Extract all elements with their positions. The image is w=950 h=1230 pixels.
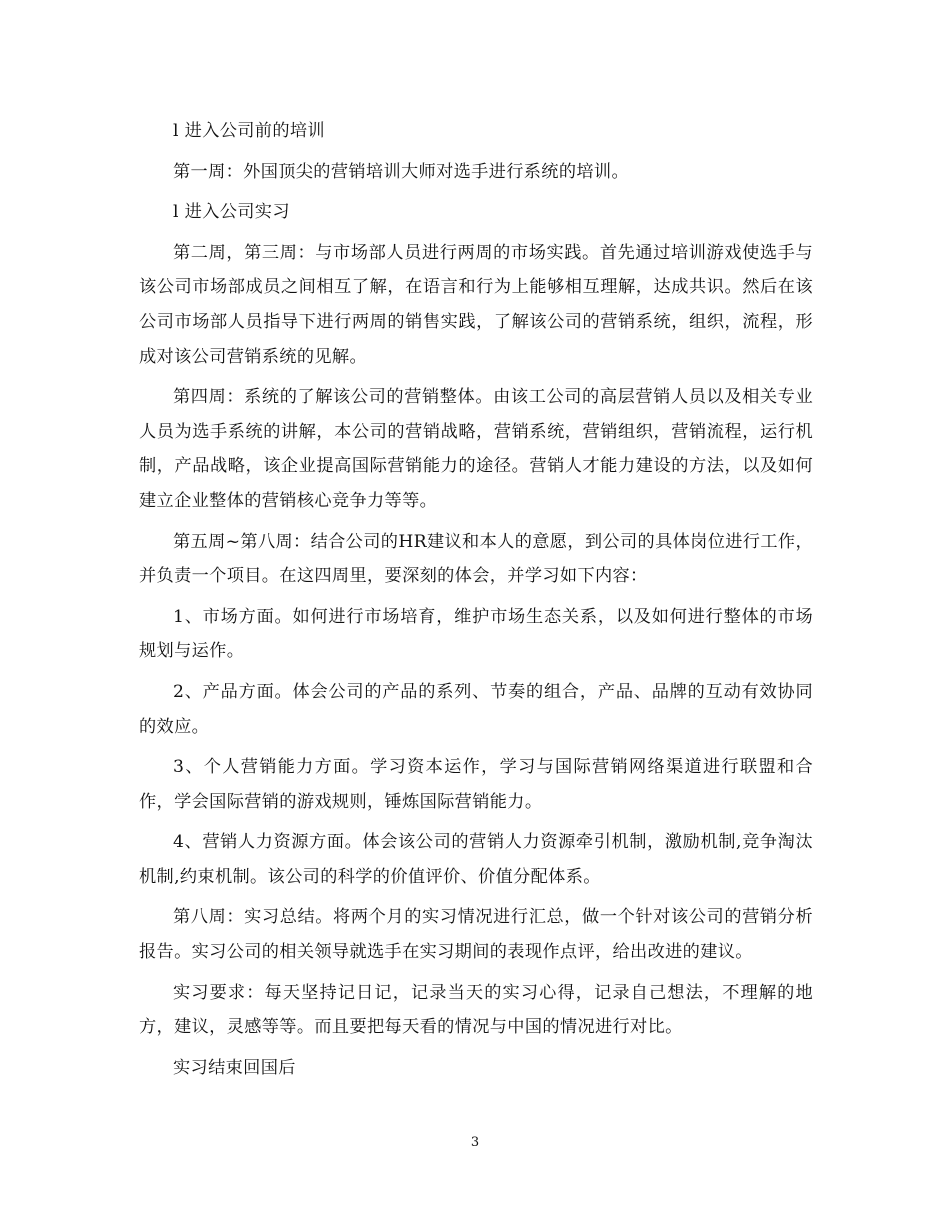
paragraph-heading-internship: l 进入公司实习: [173, 202, 290, 223]
paragraph-item-hr: 4、营销人力资源方面。体会该公司的营销人力资源牵引机制，激励机制,竞争淘汰机制,约束机制。该公司的科学的价值评价、价值分配体系。: [139, 832, 813, 887]
paragraph-item-personal-ability: 3、个人营销能力方面。学习资本运作，学习与国际营销网络渠道进行联盟和合作，学会国际营销的游戏规则，锤炼国际营销能力。: [139, 757, 813, 812]
paragraph-item-product: 2、产品方面。体会公司的产品的系列、节奏的组合，产品、品牌的互动有效协同的效应。: [139, 681, 813, 737]
paragraph-week-4: 第四周：系统的了解该公司的营销整体。由该工公司的高层营销人员以及相关专业人员为选手系统的讲解，本公司的营销战略，营销系统，营销组织，营销流程，运行机制，产品战略，该企业提高国际营销能力的途径。营销人才能力建设的方法，以及如何建立企业整体的营销核心竞争力等等。: [139, 387, 813, 511]
paragraph-heading-pre-training: l 进入公司前的培训: [173, 121, 325, 141]
paragraph-after-return: 实习结束回国后: [173, 1057, 296, 1078]
paragraph-week-8-summary: 第八周：实习总结。将两个月的实习情况进行汇总，做一个针对该公司的营销分析报告。实习公司的相关领导就选手在实习期间的表现作点评，给出改进的建议。: [139, 907, 813, 963]
paragraph-week-1: 第一周：外国顶尖的营销培训大师对选手进行系统的培训。: [173, 161, 629, 182]
paragraph-week-2-3: 第二周，第三周：与市场部人员进行两周的市场实践。首先通过培训游戏使选手与该公司市场部成员之间相互了解，在语言和行为上能够相互理解，达成共识。然后在该公司市场部人员指导下进行两周的销售实践，了解该公司的营销系统，组织，流程，形成对该公司营销系统的见解。: [139, 242, 813, 367]
paragraph-week-5-8: 第五周~第八周：结合公司的HR建议和本人的意愿，到公司的具体岗位进行工作，并负责一个项目。在这四周里，要深刻的体会，并学习如下内容：: [139, 531, 813, 587]
document-body: [139, 114, 813, 1091]
paragraph-requirements: 实习要求：每天坚持记日记，记录当天的实习心得，记录自己想法，不理解的地方，建议，灵感等等。而且要把每天看的情况与中国的情况进行对比。: [139, 982, 813, 1038]
page-number: 3: [470, 1135, 480, 1150]
paragraph-item-market: 1、市场方面。如何进行市场培育，维护市场生态关系，以及如何进行整体的市场规划与运作。: [139, 606, 813, 662]
